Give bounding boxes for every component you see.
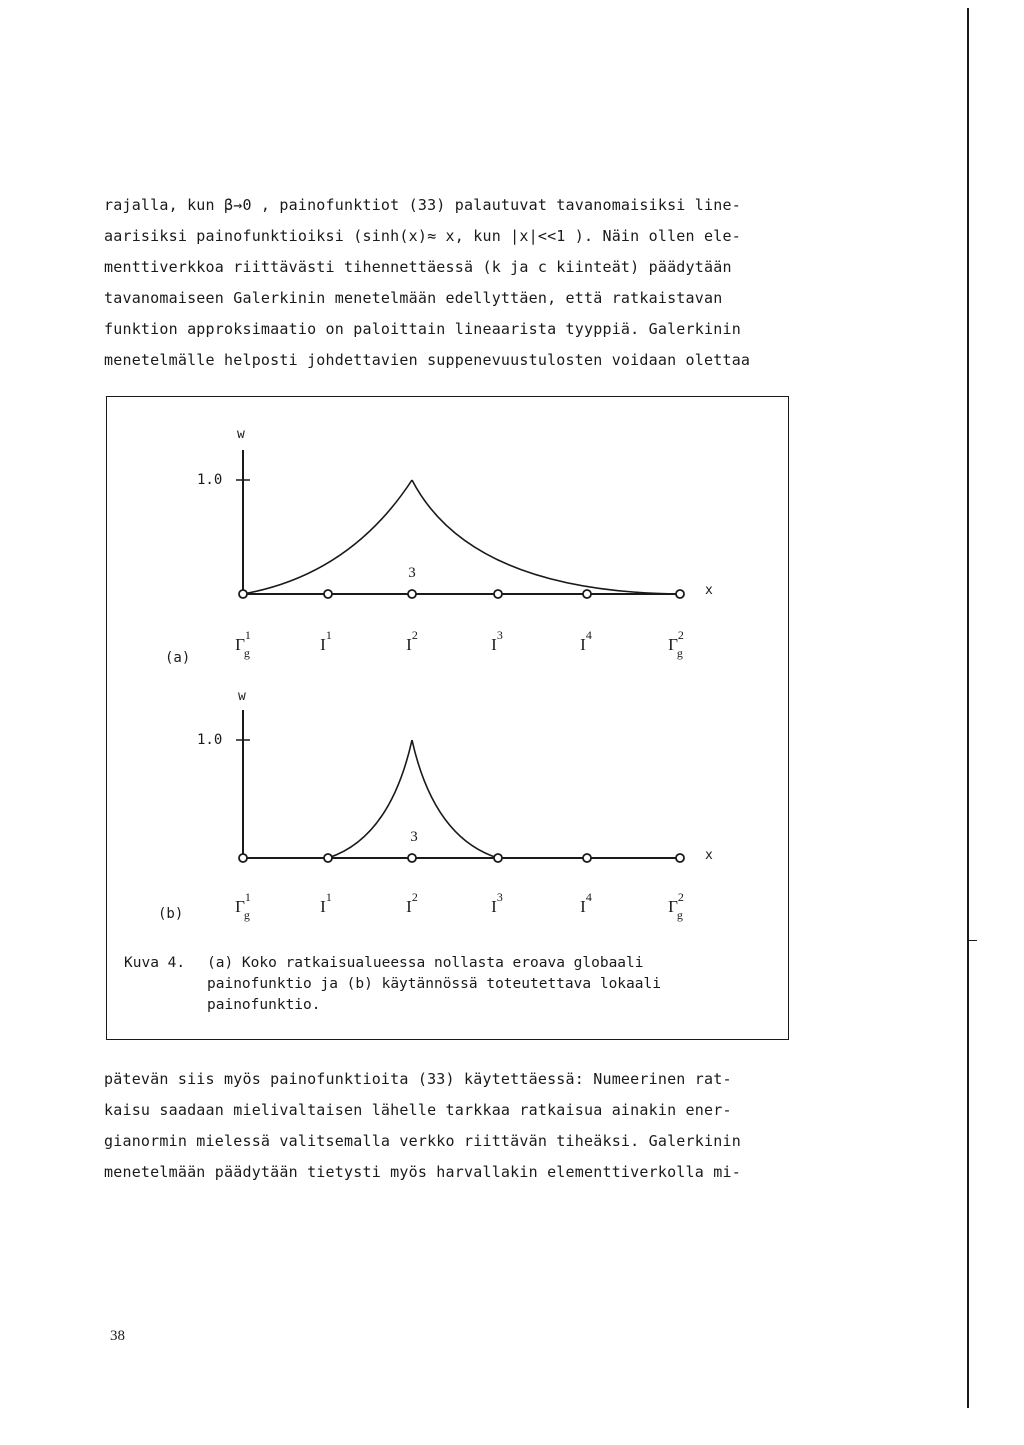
text-line: aarisiksi painofunktioiksi (sinh(x)≈ x, kun |x|<<1 ). Näin ollen ele- — [104, 227, 741, 245]
x-axis-label: x — [705, 848, 713, 863]
interval-label: $\Gamma^1$ g — [235, 628, 251, 660]
interval-label: $I^3$ — [491, 890, 503, 916]
caption-line: (a) Koko ratkaisualueessa nollasta eroava globaali — [207, 955, 644, 971]
node-circle — [494, 590, 502, 598]
text-line: tavanomaiseen Galerkinin menetelmään edellyttäen, että ratkaistavan — [104, 289, 723, 307]
text-line: gianormin mielessä valitsemalla verkko riittävän tiheäksi. Galerkinin — [104, 1132, 741, 1150]
text-line: funktion approksimaatio on paloittain lineaarista tyyppiä. Galerkinin — [104, 320, 741, 338]
text-line: menetelmälle helposti johdettavien suppenevuustulosten voidaan olettaa — [104, 351, 751, 369]
interval-label: $I^1$ — [320, 890, 332, 916]
text-line: pätevän siis myös painofunktioita (33) käytettäessä: Numeerinen rat- — [104, 1070, 732, 1088]
node-circle — [494, 854, 502, 862]
x-axis-label: x — [705, 583, 713, 598]
interval-label: $I^3$ — [491, 628, 503, 654]
interval-labels — [235, 890, 684, 922]
interval-label: $I^1$ — [320, 628, 332, 654]
node-circle — [583, 854, 591, 862]
node-circle — [676, 590, 684, 598]
panel-label: (b) — [158, 906, 184, 922]
node-label: 3 — [410, 829, 418, 845]
margin-tick — [967, 940, 977, 941]
interval-labels — [235, 628, 684, 660]
local-weight-curve-left — [328, 740, 412, 858]
node-circle — [408, 590, 416, 598]
page-number: 38 — [110, 1328, 125, 1344]
caption-label: Kuva 4. — [124, 955, 186, 971]
text-line: kaisu saadaan mielivaltaisen lähelle tarkkaa ratkaisua ainakin ener- — [104, 1101, 732, 1119]
node-label: 3 — [408, 565, 416, 581]
global-weight-curve-right — [412, 480, 680, 594]
interval-label: $\Gamma^1$ g — [235, 890, 251, 922]
node-circle — [676, 854, 684, 862]
y-tick-label: 1.0 — [197, 472, 223, 488]
interval-label: $I^4$ — [580, 890, 592, 916]
y-axis-label: w — [237, 427, 245, 442]
interval-label: $I^2$ — [406, 890, 418, 916]
y-tick-label: 1.0 — [197, 732, 223, 748]
interval-label: $\Gamma^2$ g — [668, 890, 684, 922]
caption-text — [207, 953, 661, 1016]
interval-label: $\Gamma^2$ g — [668, 628, 684, 660]
caption-line: painofunktio ja (b) käytännössä toteutettava lokaali — [207, 976, 661, 992]
interval-label: $I^2$ — [406, 628, 418, 654]
caption-line: painofunktio. — [207, 997, 321, 1013]
node-circle — [408, 854, 416, 862]
text-line: menetelmään päädytään tietysti myös harvallakin elementtiverkolla mi- — [104, 1163, 741, 1181]
interval-label: $I^4$ — [580, 628, 592, 654]
node-circle — [239, 590, 247, 598]
global-weight-curve-left — [243, 480, 412, 594]
panel-b — [158, 689, 713, 922]
margin-rule — [967, 8, 969, 1408]
node-circle — [239, 854, 247, 862]
local-weight-curve-right — [412, 740, 498, 858]
text-line: menttiverkkoa riittävästi tihennettäessä (k ja c kiinteät) päädytään — [104, 258, 732, 276]
y-axis-label: w — [238, 689, 246, 704]
node-circle — [324, 854, 332, 862]
node-circle — [583, 590, 591, 598]
text-line: rajalla, kun β→0 , painofunktiot (33) palautuvat tavanomaisiksi line- — [104, 196, 741, 214]
paragraph-bottom — [104, 1070, 794, 1194]
panel-label: (a) — [165, 650, 191, 666]
panel-a — [165, 427, 713, 666]
node-circle — [324, 590, 332, 598]
